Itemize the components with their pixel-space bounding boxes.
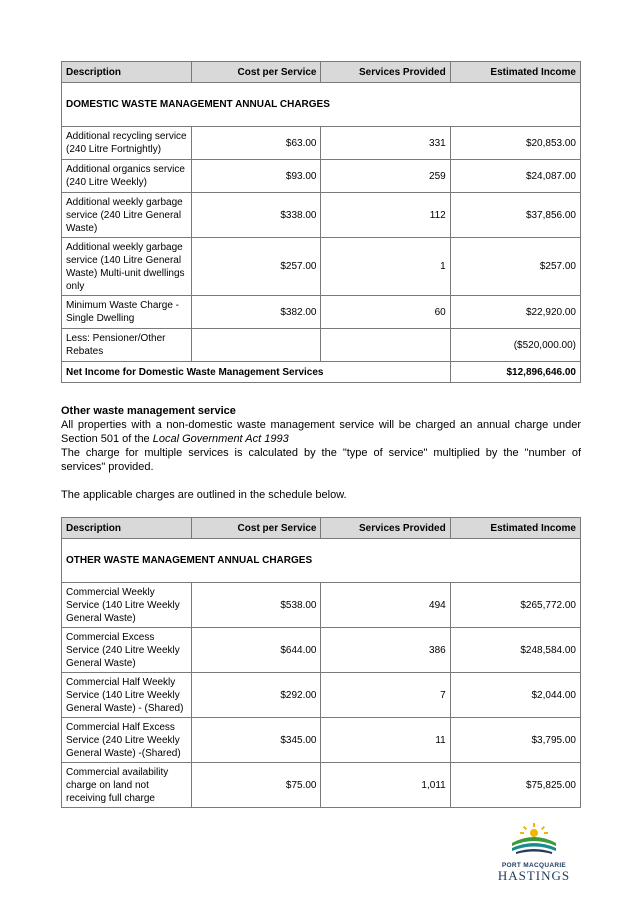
row-description: Commercial availability charge on land not receiving full charge <box>62 763 192 808</box>
total-value: $12,896,646.00 <box>450 362 580 383</box>
row-description: Commercial Half Weekly Service (140 Litre Weekly General Waste) - (Shared) <box>62 673 192 718</box>
row-services: 1 <box>321 238 450 296</box>
header-description: Description <box>62 62 192 83</box>
row-services: 494 <box>321 583 450 628</box>
row-cost <box>192 329 321 362</box>
header-income: Estimated Income <box>450 518 580 539</box>
row-income: $248,584.00 <box>450 628 580 673</box>
row-cost: $292.00 <box>192 673 321 718</box>
table-header-row <box>62 518 581 539</box>
header-cost: Cost per Service <box>192 518 321 539</box>
row-cost: $75.00 <box>192 763 321 808</box>
row-services: 1,011 <box>321 763 450 808</box>
table-header-row <box>62 62 581 83</box>
row-income: $22,920.00 <box>450 296 580 329</box>
row-services: 331 <box>321 127 450 160</box>
navy-wave-icon <box>516 849 552 854</box>
table-row <box>62 296 581 329</box>
row-description: Additional organics service (240 Litre Weekly) <box>62 160 192 193</box>
sun-rays-icon <box>520 823 548 837</box>
row-description: Additional weekly garbage service (140 Litre General Waste) Multi-unit dwellings only <box>62 238 192 296</box>
multiple-services-paragraph: The charge for multiple services is calculated by the "type of service" multiplied by the "number of services" provided. <box>61 447 581 473</box>
row-income: $3,795.00 <box>450 718 580 763</box>
row-services: 386 <box>321 628 450 673</box>
row-description: Additional weekly garbage service (240 Litre General Waste) <box>62 193 192 238</box>
row-description: Less: Pensioner/Other Rebates <box>62 329 192 362</box>
row-income: $20,853.00 <box>450 127 580 160</box>
table-row <box>62 238 581 296</box>
logo-text-hastings: HASTINGS <box>497 868 571 883</box>
other-waste-table <box>61 517 581 808</box>
other-waste-heading: Other waste management service <box>61 405 236 417</box>
header-income: Estimated Income <box>450 62 580 83</box>
total-label: Net Income for Domestic Waste Management Services <box>62 362 451 383</box>
row-description: Commercial Half Excess Service (240 Litre Weekly General Waste) -(Shared) <box>62 718 192 763</box>
table-row <box>62 583 581 628</box>
table-row <box>62 329 581 362</box>
document-page <box>61 61 581 808</box>
act-name: Local Government Act 1993 <box>152 433 289 445</box>
row-services: 60 <box>321 296 450 329</box>
row-income: $257.00 <box>450 238 580 296</box>
table-row <box>62 127 581 160</box>
row-income: $37,856.00 <box>450 193 580 238</box>
table-row <box>62 160 581 193</box>
row-services: 7 <box>321 673 450 718</box>
header-description: Description <box>62 518 192 539</box>
row-description: Commercial Weekly Service (140 Litre Weekly General Waste) <box>62 583 192 628</box>
section-title: OTHER WASTE MANAGEMENT ANNUAL CHARGES <box>62 539 581 583</box>
table-row <box>62 193 581 238</box>
row-description: Additional recycling service (240 Litre Fortnightly) <box>62 127 192 160</box>
header-cost: Cost per Service <box>192 62 321 83</box>
row-cost: $345.00 <box>192 718 321 763</box>
row-cost: $382.00 <box>192 296 321 329</box>
row-services: 259 <box>321 160 450 193</box>
schedule-paragraph: The applicable charges are outlined in the schedule below. <box>61 489 347 501</box>
logo-text-port-macquarie: PORT MACQUARIE <box>501 862 567 869</box>
row-description: Minimum Waste Charge - Single Dwelling <box>62 296 192 329</box>
council-logo <box>494 823 574 883</box>
row-income: $24,087.00 <box>450 160 580 193</box>
row-income: $75,825.00 <box>450 763 580 808</box>
header-services: Services Provided <box>321 518 450 539</box>
row-services: 11 <box>321 718 450 763</box>
sun-wave-logo-icon <box>504 823 564 855</box>
total-row <box>62 362 581 383</box>
row-income: $265,772.00 <box>450 583 580 628</box>
row-cost: $93.00 <box>192 160 321 193</box>
domestic-waste-table <box>61 61 581 383</box>
charge-paragraph <box>61 418 581 446</box>
section-title: DOMESTIC WASTE MANAGEMENT ANNUAL CHARGES <box>62 83 581 127</box>
table-row <box>62 763 581 808</box>
row-description: Commercial Excess Service (240 Litre Weekly General Waste) <box>62 628 192 673</box>
row-cost: $338.00 <box>192 193 321 238</box>
charge-text: All properties with a non-domestic waste management service will be charged an annual charge under Section 501 of the <box>61 419 581 445</box>
row-income: $2,044.00 <box>450 673 580 718</box>
row-income: ($520,000.00) <box>450 329 580 362</box>
table-row <box>62 673 581 718</box>
header-services: Services Provided <box>321 62 450 83</box>
row-cost: $538.00 <box>192 583 321 628</box>
row-services: 112 <box>321 193 450 238</box>
row-cost: $63.00 <box>192 127 321 160</box>
row-cost: $644.00 <box>192 628 321 673</box>
row-cost: $257.00 <box>192 238 321 296</box>
table-row <box>62 718 581 763</box>
table-row <box>62 628 581 673</box>
row-services <box>321 329 450 362</box>
